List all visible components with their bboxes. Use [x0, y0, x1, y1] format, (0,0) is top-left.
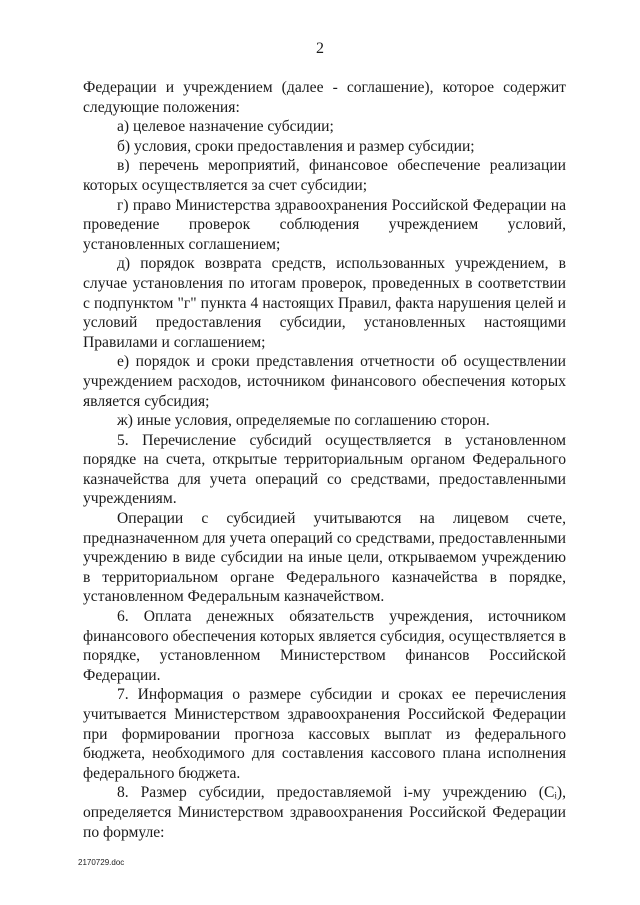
- list-item-e: е) порядок и сроки представления отчетности об осуществлении учреждением расходов, источником финансового обеспечения которых является субсидия;: [83, 353, 566, 410]
- page-number: 2: [316, 40, 324, 57]
- list-item-g: г) право Министерства здравоохранения Российской Федерации на проведение проверок соблюдения учреждением условий, установленных соглашением;: [83, 196, 566, 253]
- list-item-b: б) условия, сроки предоставления и размер субсидии;: [117, 137, 475, 155]
- clause-5-operations: Операции с субсидией учитываются на лицевом счете, предназначенном для учета операций со средствами, предоставленными учреждению в виде субсидии на иные цели, открываемом учреждению в территориальном органе Федерального казначейства в порядке, установленном Федеральным казначейством.: [83, 510, 566, 606]
- document-body: [83, 78, 566, 842]
- document-filename: 2170729.doc: [78, 858, 125, 867]
- list-item-a: а) целевое назначение субсидии;: [117, 118, 334, 136]
- list-item-v: в) перечень мероприятий, финансовое обеспечение реализации которых осуществляется за счет субсидии;: [83, 157, 566, 194]
- list-item-d: д) порядок возврата средств, использованных учреждением, в случае установления по итогам проверок, проведенных в соответствии с подпунктом "г" пункта 4 настоящих Правил, факта нарушения целей и условий предоставления субсидии, установленных настоящими Правилами и соглашением;: [83, 255, 566, 351]
- clause-7: 7. Информация о размере субсидии и сроках ее перечисления учитывается Министерством здравоохранения Российской Федерации при формировании прогноза кассовых выплат из федерального бюджета, необходимого для составления кассового плана исполнения федерального бюджета.: [83, 686, 566, 782]
- list-item-zh: ж) иные условия, определяемые по соглашению сторон.: [117, 412, 490, 430]
- paragraph-continuation: Федерации и учреждением (далее - соглашение), которое содержит следующие положения:: [83, 79, 566, 116]
- clause-6: 6. Оплата денежных обязательств учреждения, источником финансового обеспечения которых является субсидия, осуществляется в порядке, установленном Министерством финансов Российской Федерации.: [83, 608, 566, 684]
- clause-5: 5. Перечисление субсидий осуществляется в установленном порядке на счета, открытые территориальным органом Федерального казначейства для учета операций со средствами, предоставленными учреждениям.: [83, 431, 566, 508]
- clause-8: 8. Размер субсидии, предоставляемой i-му учреждению (Cᵢ), определяется Министерством здравоохранения Российской Федерации по формуле:: [83, 784, 566, 841]
